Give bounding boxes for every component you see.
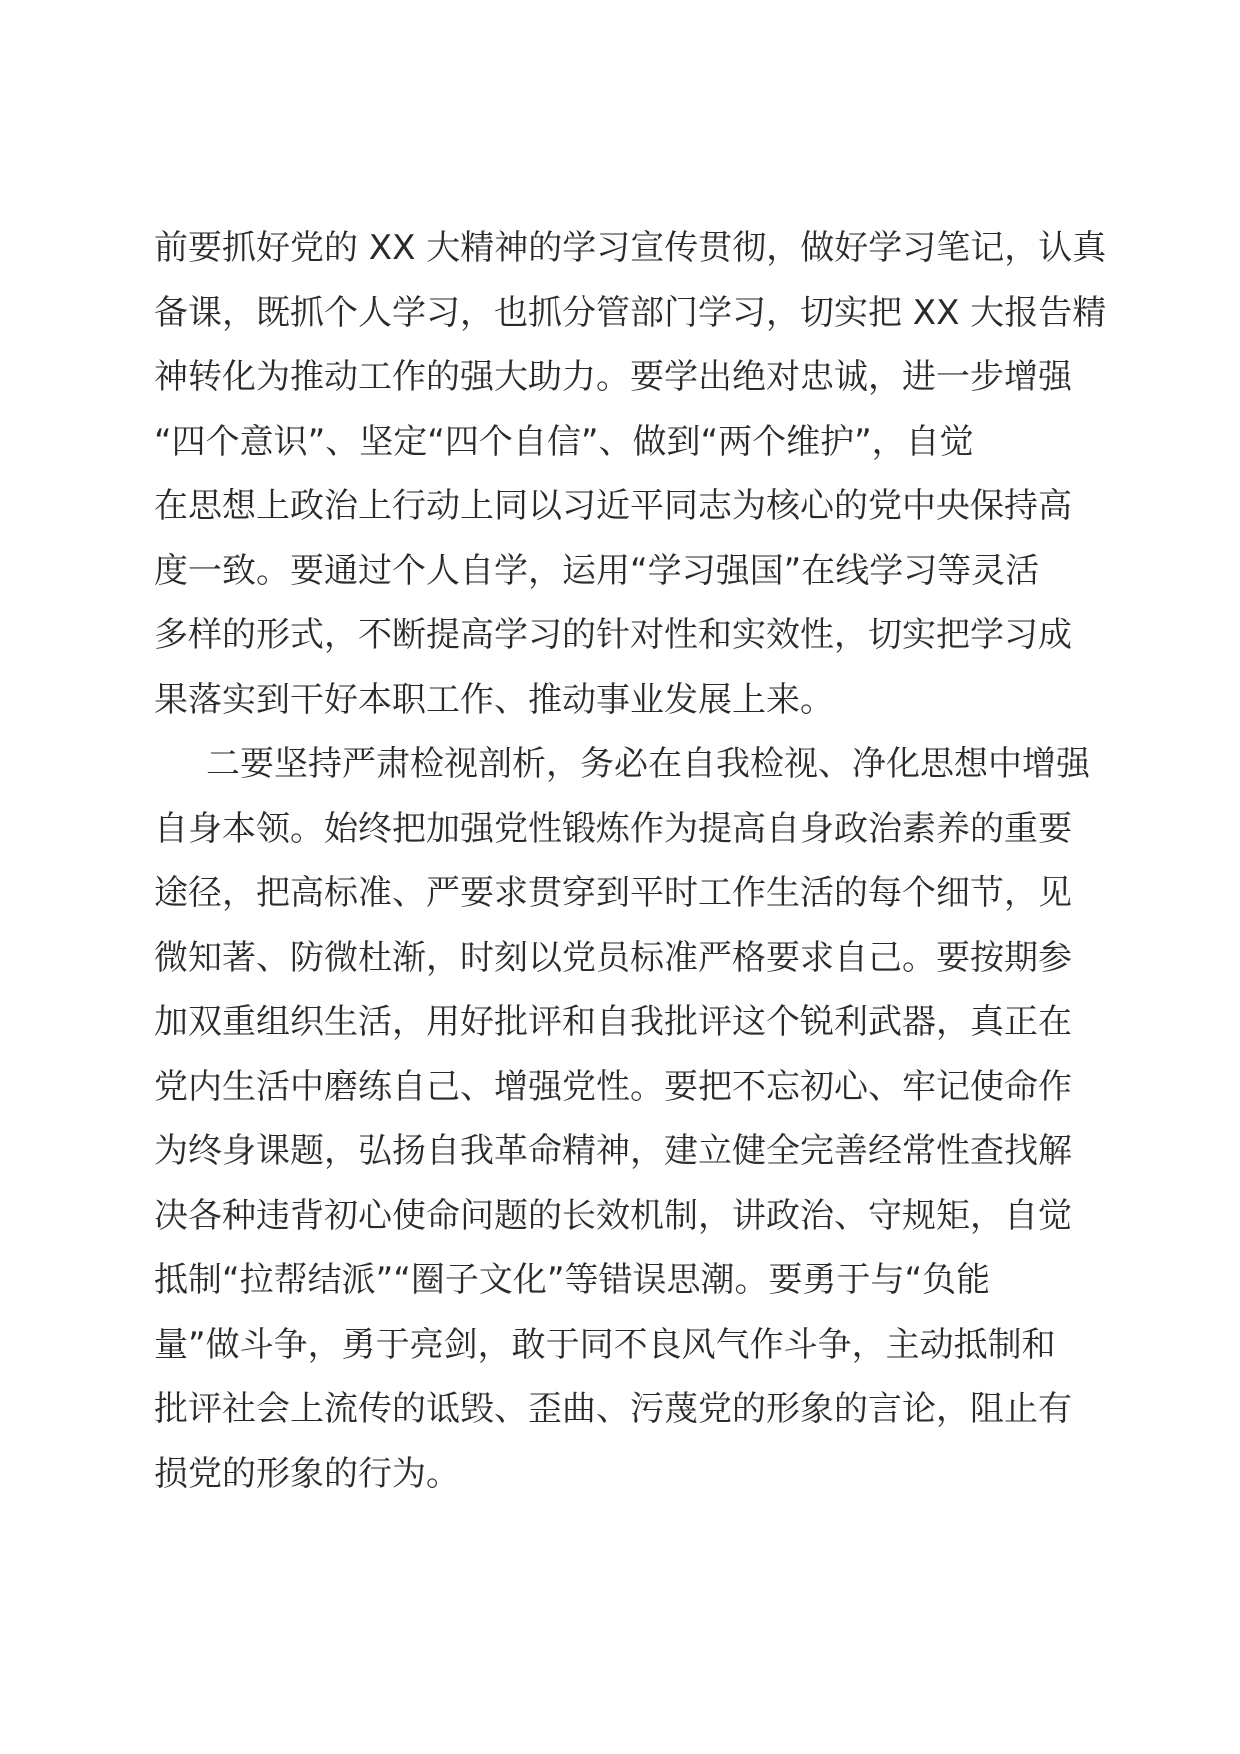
text-line: 加双重组织生活，用好批评和自我批评这个锐利武器，真正在 <box>154 1002 1072 1042</box>
text-line: 途径，把高标准、严要求贯穿到平时工作生活的每个细节，见 <box>154 873 1072 913</box>
text-line: 自身本领。始终把加强党性锻炼作为提高自身政治素养的重要 <box>154 808 1072 849</box>
text-line: 前要抓好党的 XX 大精神的学习宣传贯彻，做好学习笔记，认真 <box>154 228 1107 268</box>
text-line: 为终身课题，弘扬自我革命精神，建立健全完善经常性查找解 <box>154 1131 1072 1171</box>
text-line: 度一致。要通过个人自学，运用“学习强国”在线学习等灵活 <box>154 550 1040 591</box>
text-line: 果落实到干好本职工作、推动事业发展上来。 <box>154 679 834 720</box>
body-text <box>154 216 1107 1506</box>
text-line: 量”做斗争，勇于亮剑，敢于同不良风气作斗争，主动抵制和 <box>154 1324 1056 1365</box>
paragraph-start-line: 二要坚持严肃检视剖析，务必在自我检视、净化思想中增强 <box>206 744 1090 784</box>
text-line: 批评社会上流传的诋毁、歪曲、污蔑党的形象的言论，阻止有 <box>154 1389 1072 1429</box>
text-line: 损党的形象的行为。 <box>154 1453 460 1494</box>
text-line: 抵制“拉帮结派”“圈子文化”等错误思潮。要勇于与“负能 <box>154 1260 991 1300</box>
text-line: 决各种违背初心使命问题的长效机制，讲政治、守规矩，自觉 <box>154 1195 1072 1236</box>
text-line: “四个意识”、坚定“四个自信”、做到“两个维护”，自觉 <box>154 421 974 462</box>
text-line: 在思想上政治上行动上同以习近平同志为核心的党中央保持高 <box>154 486 1072 526</box>
text-line: 微知著、防微杜渐，时刻以党员标准严格要求自己。要按期参 <box>154 937 1072 978</box>
text-line: 多样的形式，不断提高学习的针对性和实效性，切实把学习成 <box>154 615 1072 655</box>
text-line: 备课，既抓个人学习，也抓分管部门学习，切实把 XX 大报告精 <box>154 292 1107 333</box>
text-line: 党内生活中磨练自己、增强党性。要把不忘初心、牢记使命作 <box>154 1066 1072 1107</box>
text-line: 神转化为推动工作的强大助力。要学出绝对忠诚，进一步增强 <box>154 357 1072 397</box>
